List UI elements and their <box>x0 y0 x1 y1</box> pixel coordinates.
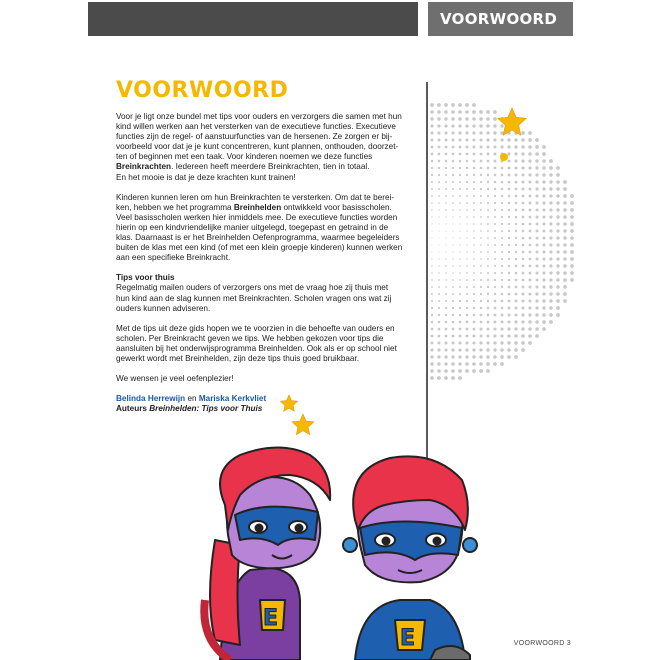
svg-text:E: E <box>400 626 416 651</box>
paragraph-intro: Voor je ligt onze bundel met tips voor ouders en verzorgers die samen met hun kind willen werken aan het versterken van de executieve functies. Executieve functies zijn de regel- of aanstuurfuncties van de hersenen. Ze zorgen er bij-voorbeeld voor dat je je kunt concentreren, kunt plannen, onthouden, doorzet-ten of beginnen met een taak. Voor kinderen noemen we deze functies Breinkrachten. Iedereen heeft meerdere Breinkrachten, tien in totaal. En het mooie is dat je deze krachten kunt trainen! <box>116 112 402 182</box>
author-name: Mariska Kerkvliet <box>198 394 267 404</box>
page-title: VOORWOORD <box>116 78 289 103</box>
signature: Belinda Herrewijn en Mariska Kerkvliet Auteurs Breinhelden: Tips voor Thuis <box>116 394 267 414</box>
term-breinhelden: Breinhelden <box>233 202 282 212</box>
paragraph-tips: Tips voor thuis Regelmatig mailen ouders of verzorgers ons met de vraag hoe zij thuis met hun kind aan de slag kunnen met Breinkrachten. Scholen vragen ons wat zij ouders kunnen adviseren. <box>116 273 392 313</box>
paragraph-guide: Met de tips uit deze gids hopen we te voorzien in die behoefte van ouders en scholen. Per Breinkracht geven we tips. We hebben gekozen voor tips die aansluiten bij het onderwijsprogramma Breinhelden. Ook als er op school niet gewerkt wordt met Breinhelden, zijn deze tips thuis goed bruikbaar. <box>116 323 397 363</box>
boy-character <box>343 456 477 660</box>
page-footer: VOORWOORD 3 <box>513 640 571 647</box>
author-role: Auteurs Breinhelden: Tips voor Thuis <box>116 404 263 414</box>
girl-character <box>204 448 330 660</box>
svg-text:E: E <box>263 606 279 631</box>
term-breinkrachten: Breinkrachten <box>116 162 172 172</box>
subheading-tips: Tips voor thuis <box>116 273 175 283</box>
section-title: VOORWOORD <box>440 10 558 28</box>
paragraph-program: Kinderen kunnen leren om hun Breinkrachten te versterken. Om dat te berei-ken, hebben we het programma Breinhelden ontwikkeld voor basisscholen. Veel basisscholen werken hier inmiddels mee. De executieve functies worden hierin op een kindvriendelijke manier uitgelegd, toegepast en getraind in de klas. Daarnaast is er het Breinhelden Oefenprogramma, waarmee begeleiders buiten de klas met een kind (of met een klein groepje kinderen) kunnen werken aan een specifieke Breinkracht. <box>116 192 403 263</box>
paragraph-wish: We wensen je veel oefenplezier! <box>116 374 234 384</box>
author-name: Belinda Herrewijn <box>116 394 186 404</box>
